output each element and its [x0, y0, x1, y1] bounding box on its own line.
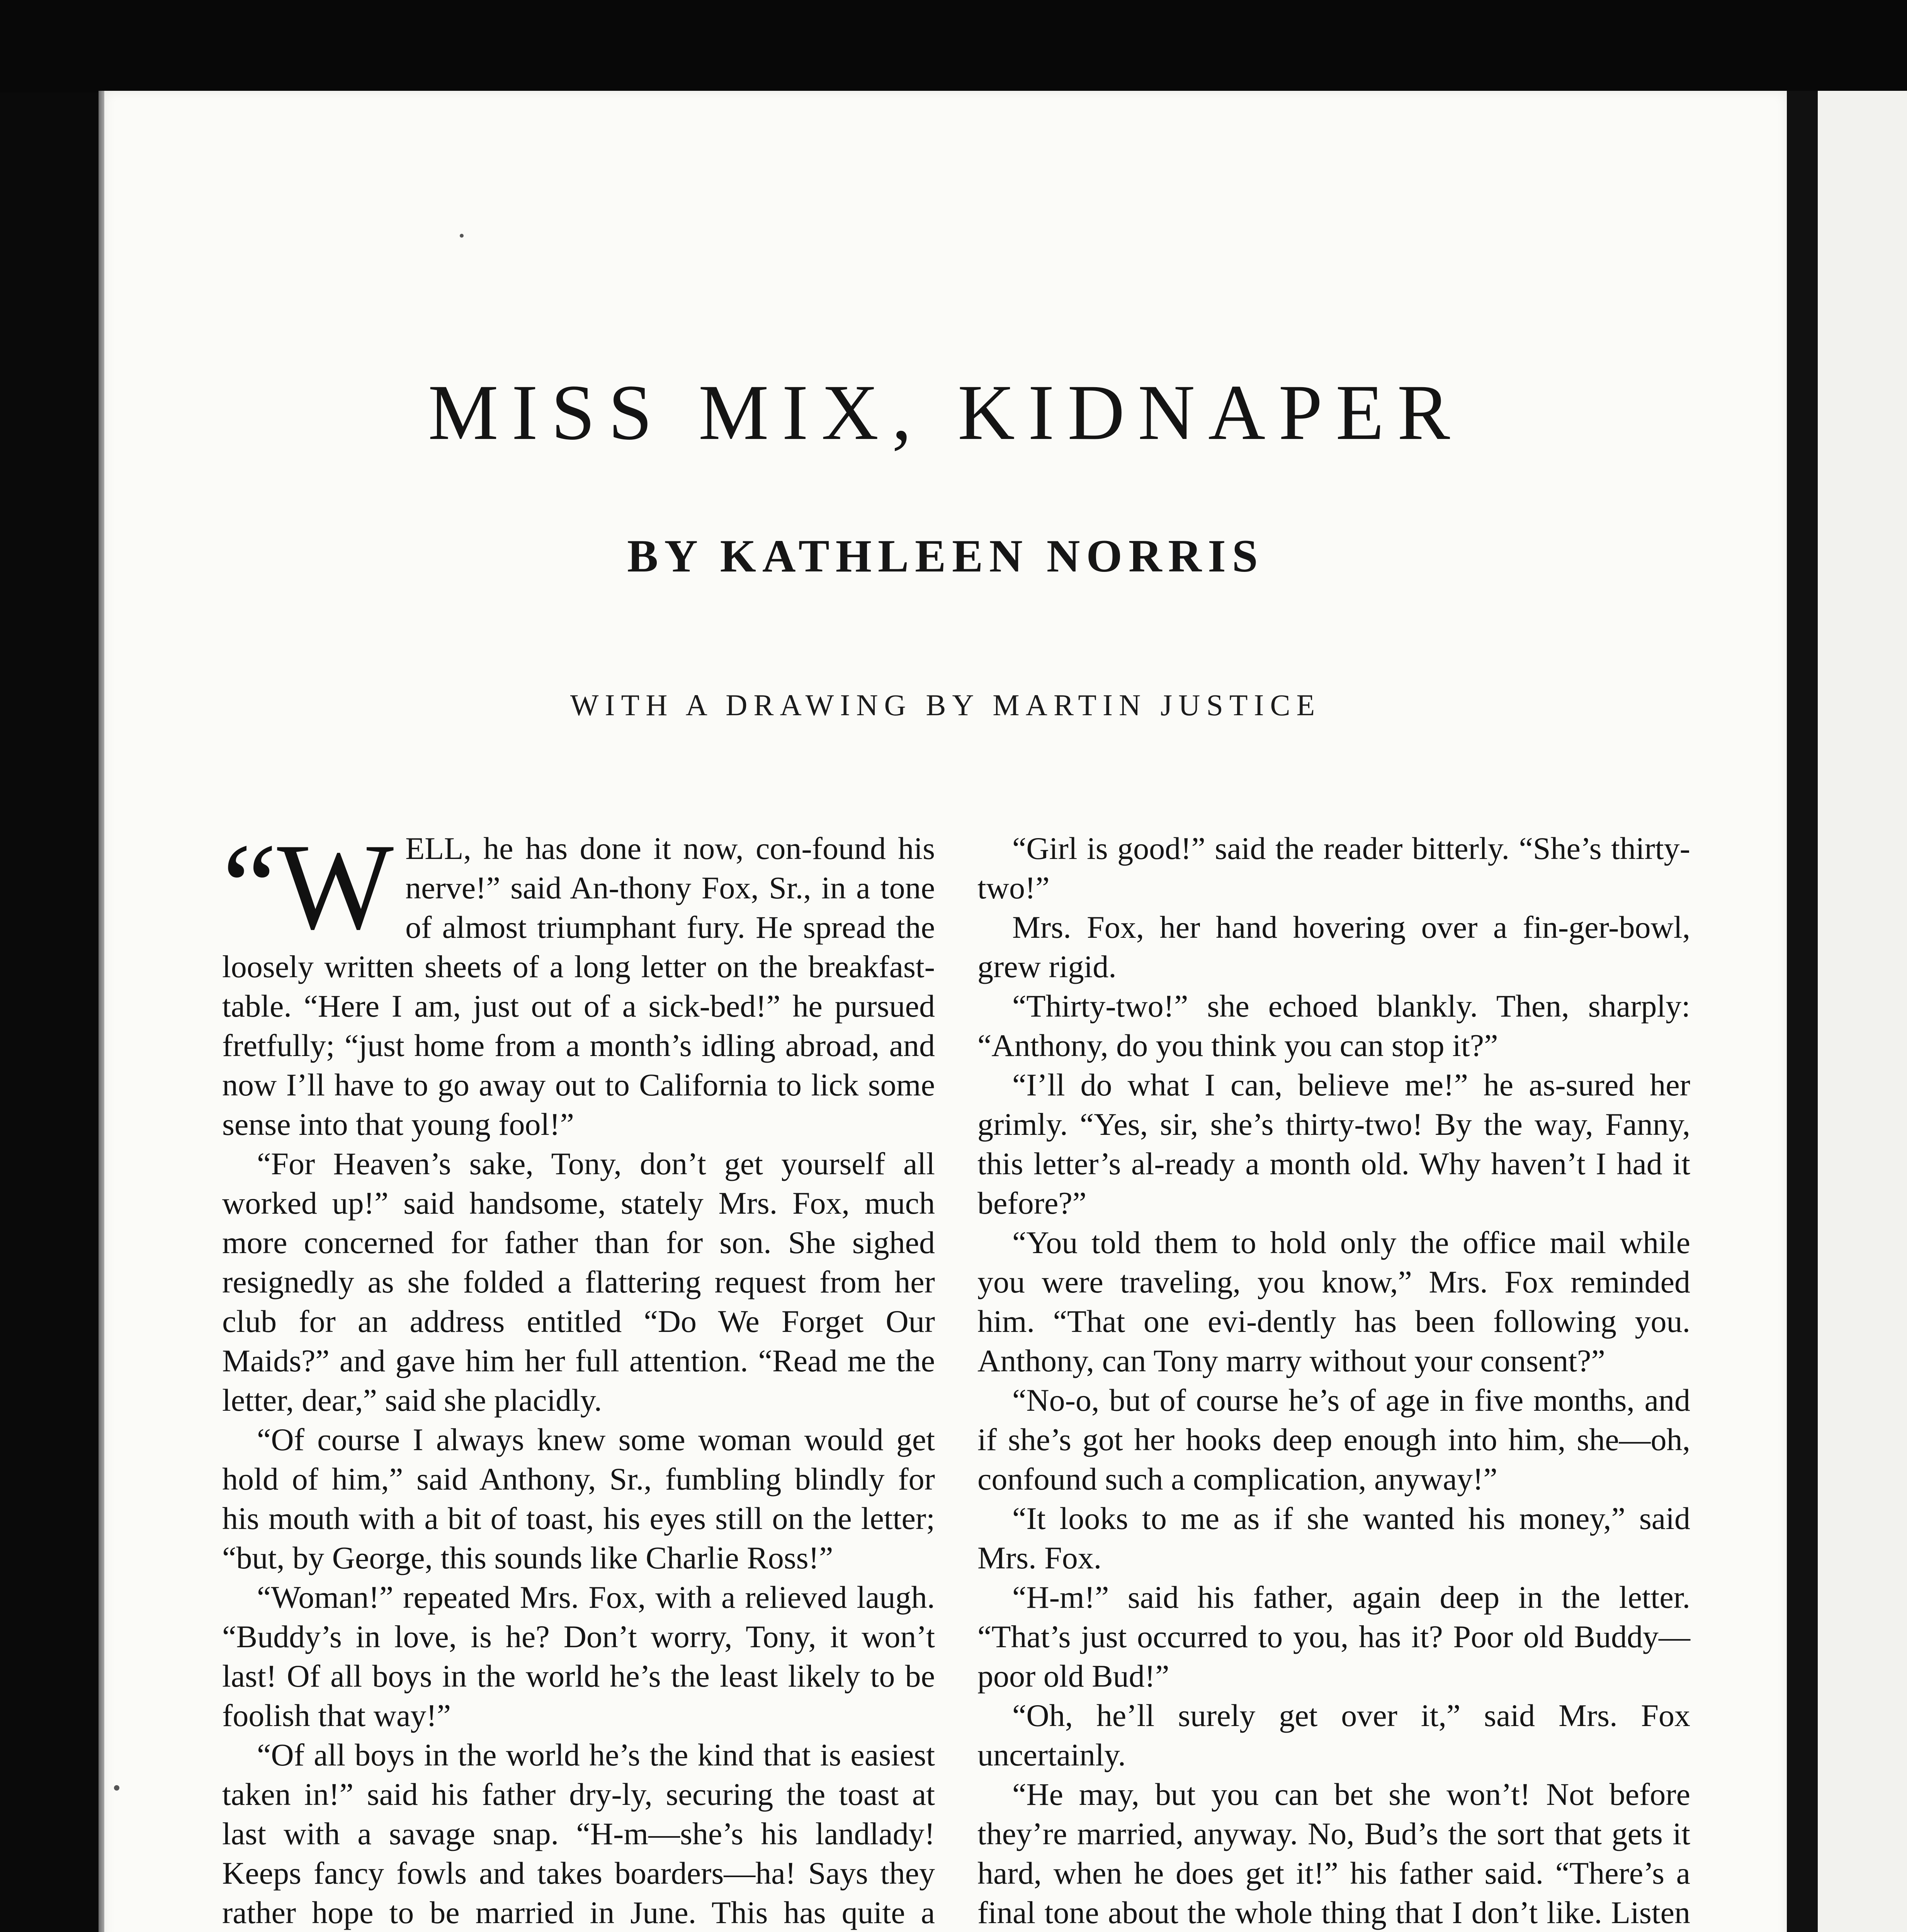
binding-shadow [1787, 91, 1818, 1932]
paragraph: Mrs. Fox, her hand hovering over a fin-ger-bowl, grew rigid. [977, 910, 1690, 984]
paragraph: “It looks to me as if she wanted his money,” said Mrs. Fox. [977, 1501, 1690, 1575]
author-byline: BY KATHLEEN NORRIS [627, 530, 1264, 582]
scan-background-top [0, 0, 1907, 93]
scan-speck [460, 234, 464, 238]
paragraph [222, 818, 935, 1144]
paragraph-text: ELL, he has done it now, con-found his nerve!” said An-thony Fox, Sr., in a tone of almost triumphant fury. He spread the loosely written sheets of a long letter on the breakfast-table. “Here I am, just out of a sick-bed!” he pursued fretfully; “just home from a month’s idling abroad, and now I’ll have to go away out to California to lick some sense into that young fool!” [222, 831, 935, 1142]
paragraph: “Oh, he’ll surely get over it,” said Mrs. Fox uncertainly. [977, 1698, 1690, 1772]
paragraph: “You told them to hold only the office mail while you were traveling, you know,” Mrs. Fox reminded him. “That one evi-dently has been following you. Anthony, can Tony marry without your consent?” [977, 1225, 1690, 1378]
paragraph: “H-m!” said his father, again deep in the letter. “That’s just occurred to you, has it? Poor old Buddy—poor old Bud!” [977, 1580, 1690, 1694]
paragraph: “Thirty-two!” she echoed blankly. Then, sharply: “Anthony, do you think you can stop it?” [977, 988, 1690, 1063]
paragraph: “For Heaven’s sake, Tony, don’t get yourself all worked up!” said handsome, stately Mrs. Fox, much more concerned for father than for son. She sighed resignedly as she folded a flattering request from her club for an address entitled “Do We Forget Our Maids?” and gave him her full attention. “Read me the letter, dear,” said she placidly. [222, 1146, 935, 1418]
paragraph: “Woman!” repeated Mrs. Fox, with a relieved laugh. “Buddy’s in love, is he? Don’t worry, Tony, it won’t last! Of all boys in the world he’s the least likely to be foolish that way!” [222, 1580, 935, 1733]
paragraph: “Of course I always knew some woman would get hold of him,” said Anthony, Sr., fumbling blindly for his mouth with a bit of toast, his eyes still on the letter; “but, by George, this sounds like Charlie Ross!” [222, 1422, 935, 1575]
drop-cap: “W [222, 818, 394, 955]
text-column-right [977, 829, 1690, 1932]
illustration-credit: WITH A DRAWING BY MARTIN JUSTICE [570, 688, 1321, 722]
scan-speck [114, 1785, 119, 1791]
text-column-left [222, 818, 935, 1932]
paragraph: “Of all boys in the world he’s the kind that is easiest taken in!” said his father dry-ly, securing the toast at last with a savage snap. “H-m—she’s his landlady! Keeps fancy fowls and takes boarders—ha! Says they rather hope to be married in June. This has quite a [222, 1737, 935, 1930]
story-title: MISS MIX, KIDNAPER [428, 369, 1463, 456]
paragraph: “I’ll do what I can, believe me!” he as-sured her grimly. “Yes, sir, she’s thirty-two! By the way, Fanny, this letter’s al-ready a month old. Why haven’t I had it before?” [977, 1067, 1690, 1221]
paragraph: “He may, but you can bet she won’t! Not before they’re married, anyway. No, Bud’s the sort that gets it hard, when he does get it!” his father said. “There’s a final tone about the whole thing that I don’t like. Listen [977, 1777, 1690, 1930]
paragraph: “Girl is good!” said the reader bitterly. “She’s thirty-two!” [977, 831, 1690, 905]
paragraph: “No-o, but of course he’s of age in five months, and if she’s got her hooks deep enough into him, she—oh, confound such a complication, anyway!” [977, 1383, 1690, 1497]
facing-page-fragment [1818, 91, 1907, 1932]
